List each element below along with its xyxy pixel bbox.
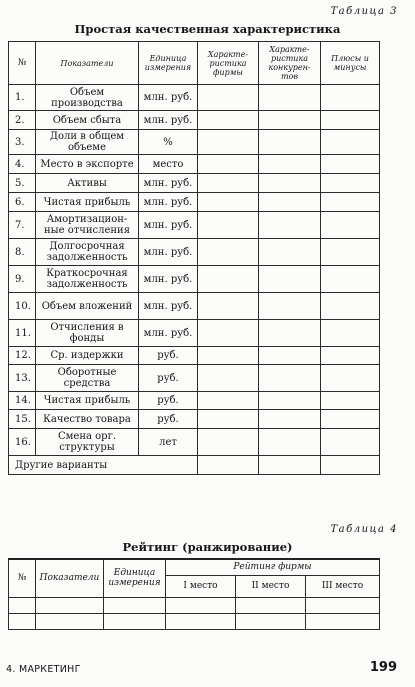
indicator-cell: Чистая прибыль <box>36 193 139 212</box>
table-title-2: Рейтинг (ранжирование) <box>122 540 293 554</box>
rating-header-unit: Единица измерения <box>104 559 166 597</box>
competitor-cell <box>259 239 321 266</box>
firm-cell <box>198 392 259 410</box>
pros-cons-cell <box>321 193 380 212</box>
rating-place-2: II место <box>236 575 306 597</box>
unit-cell: руб. <box>139 410 198 429</box>
rating-table <box>8 558 380 630</box>
header-row <box>9 42 380 85</box>
pros-cons-cell <box>321 85 380 111</box>
competitor-cell <box>259 320 321 347</box>
rating-cell <box>306 613 380 629</box>
firm-cell <box>198 266 259 293</box>
section-footer: 4. МАРКЕТИНГ <box>6 664 81 675</box>
table-row <box>9 212 380 239</box>
row-number: 8. <box>9 239 36 266</box>
pros-cons-cell <box>321 456 380 475</box>
rating-place-1: I место <box>166 575 236 597</box>
indicator-cell: Доли в общем объеме <box>36 130 139 155</box>
pros-cons-cell <box>321 392 380 410</box>
pros-cons-cell <box>321 111 380 130</box>
table-number-label-2: Таблица 4 <box>330 524 398 535</box>
firm-cell <box>198 130 259 155</box>
row-number: 15. <box>9 410 36 429</box>
indicator-cell: Место в экспорте <box>36 155 139 174</box>
pros-cons-cell <box>321 410 380 429</box>
rating-cell <box>9 613 36 629</box>
header-firm-characteristic: Характе-ристика фирмы <box>198 42 259 85</box>
competitor-cell <box>259 293 321 320</box>
indicator-cell: Смена орг. структуры <box>36 429 139 456</box>
rating-cell <box>104 613 166 629</box>
competitor-cell <box>259 155 321 174</box>
firm-cell <box>198 456 259 475</box>
firm-cell <box>198 429 259 456</box>
competitor-cell <box>259 193 321 212</box>
unit-cell: млн. руб. <box>139 212 198 239</box>
header-competitor-characteristic: Характе-ристика конкурен-тов <box>259 42 321 85</box>
competitor-cell <box>259 365 321 392</box>
rating-cell <box>9 597 36 613</box>
competitor-cell <box>259 85 321 111</box>
rating-cell <box>36 597 104 613</box>
page-number: 199 <box>369 660 397 675</box>
rating-cell <box>236 613 306 629</box>
unit-cell: млн. руб. <box>139 111 198 130</box>
characteristics-table <box>8 41 380 475</box>
row-number: 13. <box>9 365 36 392</box>
header-pros-cons: Плюсы и минусы <box>321 42 380 85</box>
rating-cell <box>306 597 380 613</box>
competitor-cell <box>259 410 321 429</box>
competitor-cell <box>259 429 321 456</box>
competitor-cell <box>259 130 321 155</box>
indicator-cell: Объем производства <box>36 85 139 111</box>
table-row <box>9 111 380 130</box>
rating-empty-row <box>9 597 380 613</box>
competitor-cell <box>259 111 321 130</box>
unit-cell: руб. <box>139 365 198 392</box>
table-row <box>9 347 380 365</box>
header-number: № <box>9 42 36 85</box>
table-row <box>9 174 380 193</box>
indicator-cell: Долгосрочная задолженность <box>36 239 139 266</box>
row-number: 14. <box>9 392 36 410</box>
competitor-cell <box>259 266 321 293</box>
rating-cell <box>236 597 306 613</box>
table-row <box>9 320 380 347</box>
unit-cell: млн. руб. <box>139 293 198 320</box>
table-row <box>9 429 380 456</box>
table-row <box>9 155 380 174</box>
pros-cons-cell <box>321 293 380 320</box>
table-row <box>9 365 380 392</box>
firm-cell <box>198 410 259 429</box>
competitor-cell <box>259 212 321 239</box>
unit-cell: руб. <box>139 347 198 365</box>
table-row <box>9 85 380 111</box>
row-number: 10. <box>9 293 36 320</box>
indicator-cell: Оборотные средства <box>36 365 139 392</box>
rating-cell <box>166 597 236 613</box>
pros-cons-cell <box>321 212 380 239</box>
firm-cell <box>198 320 259 347</box>
table-row <box>9 410 380 429</box>
firm-cell <box>198 239 259 266</box>
indicator-cell: Качество товара <box>36 410 139 429</box>
rating-cell <box>166 613 236 629</box>
pros-cons-cell <box>321 130 380 155</box>
rating-header-row <box>9 559 380 575</box>
unit-cell: млн. руб. <box>139 174 198 193</box>
indicator-cell: Краткосрочная задолженность <box>36 266 139 293</box>
unit-cell: лет <box>139 429 198 456</box>
pros-cons-cell <box>321 155 380 174</box>
firm-cell <box>198 174 259 193</box>
header-unit: Единица измерения <box>139 42 198 85</box>
unit-cell: млн. руб. <box>139 193 198 212</box>
pros-cons-cell <box>321 320 380 347</box>
competitor-cell <box>259 174 321 193</box>
row-number: 7. <box>9 212 36 239</box>
indicator-cell: Объем вложений <box>36 293 139 320</box>
header-indicator: Показатели <box>36 42 139 85</box>
row-number: 2. <box>9 111 36 130</box>
indicator-cell: Активы <box>36 174 139 193</box>
rating-empty-row <box>9 613 380 629</box>
pros-cons-cell <box>321 239 380 266</box>
table-row <box>9 239 380 266</box>
firm-cell <box>198 85 259 111</box>
row-number: 16. <box>9 429 36 456</box>
firm-cell <box>198 212 259 239</box>
rating-cell <box>36 613 104 629</box>
table-row <box>9 392 380 410</box>
pros-cons-cell <box>321 174 380 193</box>
table-row <box>9 130 380 155</box>
competitor-cell <box>259 347 321 365</box>
pros-cons-cell <box>321 365 380 392</box>
table-row-other <box>9 456 380 475</box>
unit-cell: руб. <box>139 392 198 410</box>
unit-cell: млн. руб. <box>139 266 198 293</box>
competitor-cell <box>259 456 321 475</box>
table-row <box>9 193 380 212</box>
indicator-cell: Объем сбыта <box>36 111 139 130</box>
rating-place-3: III место <box>306 575 380 597</box>
rating-header-indicator: Показатели <box>36 559 104 597</box>
row-number: 1. <box>9 85 36 111</box>
firm-cell <box>198 293 259 320</box>
competitor-cell <box>259 392 321 410</box>
row-number: 11. <box>9 320 36 347</box>
row-number: 3. <box>9 130 36 155</box>
rating-header-number: № <box>9 559 36 597</box>
rating-header-group: Рейтинг фирмы <box>166 559 380 575</box>
pros-cons-cell <box>321 429 380 456</box>
pros-cons-cell <box>321 266 380 293</box>
row-number: 6. <box>9 193 36 212</box>
row-number: 12. <box>9 347 36 365</box>
table-title: Простая качественная характеристика <box>74 22 341 36</box>
firm-cell <box>198 347 259 365</box>
indicator-cell: Ср. издержки <box>36 347 139 365</box>
row-number: 4. <box>9 155 36 174</box>
indicator-cell: Чистая прибыль <box>36 392 139 410</box>
rating-cell <box>104 597 166 613</box>
unit-cell: % <box>139 130 198 155</box>
row-number: 5. <box>9 174 36 193</box>
unit-cell: млн. руб. <box>139 239 198 266</box>
unit-cell: место <box>139 155 198 174</box>
indicator-cell: Отчисления в фонды <box>36 320 139 347</box>
table-row <box>9 266 380 293</box>
table-number-label: Таблица 3 <box>330 6 398 17</box>
table-row <box>9 293 380 320</box>
firm-cell <box>198 193 259 212</box>
unit-cell: млн. руб. <box>139 85 198 111</box>
firm-cell <box>198 365 259 392</box>
firm-cell <box>198 155 259 174</box>
unit-cell: млн. руб. <box>139 320 198 347</box>
pros-cons-cell <box>321 347 380 365</box>
firm-cell <box>198 111 259 130</box>
row-number: 9. <box>9 266 36 293</box>
other-variants-cell: Другие варианты <box>9 456 198 475</box>
indicator-cell: Амортизацион-ные отчисления <box>36 212 139 239</box>
